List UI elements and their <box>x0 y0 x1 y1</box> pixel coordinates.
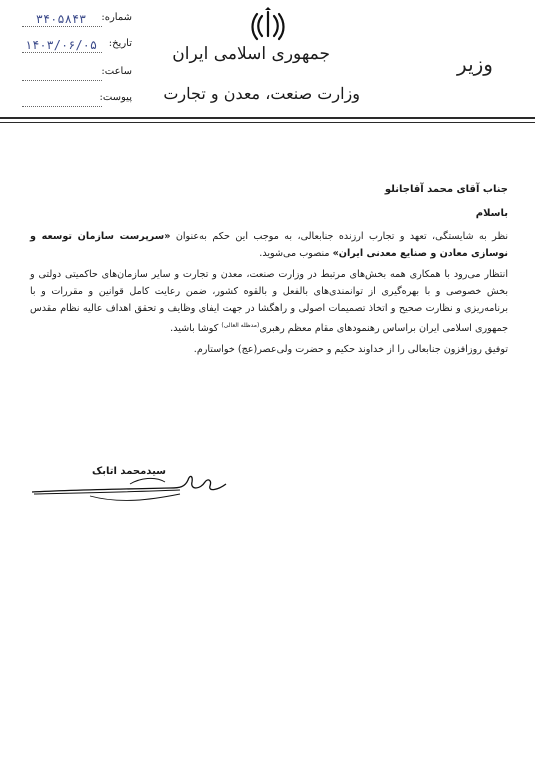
paragraph-appointment <box>30 228 508 262</box>
letter-number-field <box>22 12 132 30</box>
letter-time-label: ساعت: <box>101 66 132 77</box>
appointment-title: «سرپرست سازمان توسعه و نوسازی معادن و صنایع معدنی ایران» <box>30 231 508 259</box>
letter-number-label: شماره: <box>101 12 132 23</box>
letter-body <box>30 181 508 358</box>
expectations-text-end: کوشا باشید. <box>170 323 222 335</box>
header-divider-thin <box>0 122 535 123</box>
country-title: جمهوری اسلامی ایران <box>172 44 330 64</box>
letter-time-field <box>22 66 132 84</box>
letter-date-value: ۱۴۰۳/۰۶/۰۵ <box>24 38 98 52</box>
signatory-name: سیدمحمد اتابک <box>92 466 166 477</box>
office-title: وزیر <box>457 52 493 76</box>
handwritten-signature <box>30 470 230 510</box>
letter-number-value: ۳۴۰۵۸۴۳ <box>35 12 87 26</box>
paragraph-expectations <box>30 266 508 337</box>
iran-emblem-icon <box>248 6 288 46</box>
letter-attachment-field <box>22 92 132 110</box>
letter-date-field <box>22 38 132 56</box>
greeting: باسلام <box>475 208 508 219</box>
letter-attachment-label: پیوست: <box>99 92 132 103</box>
addressee: جناب آقای محمد آقاجانلو <box>384 184 508 195</box>
letterhead <box>0 0 535 118</box>
letter-date-label: تاریخ: <box>108 38 132 49</box>
appointment-text-end: منصوب می‌شوید. <box>259 248 333 259</box>
appointment-text-start: نظر به شایستگی، تعهد و تجارب ارزنده جنابعالی، به موجب این حکم به‌عنوان <box>170 231 509 242</box>
expectations-text: انتظار می‌رود با همکاری همه بخش‌های مرتبط در وزارت صنعت، معدن و تجارت و سایر سازمان‌های حاکمیتی دولتی و بخش خصوصی و با بهره‌گیری از توانمندی‌های بالفعل و بالقوه کشور، ضمن رعایت کامل قوانین و مقررات و با برنامه‌ریزی و نظارت صحیح و اتخاذ تصمیمات اصولی و راهگشا در جهت ایفای وظایف و تحقق اهداف عالیه نظام مقدس جمهوری اسلامی ایران براساس رهنمودهای مقام معظم رهبری <box>30 269 508 335</box>
header-divider <box>0 117 535 119</box>
paragraph-closing: توفیق روزافزون جنابعالی را از خداوند حکیم و حضرت ولی‌عصر(عج) خواستارم. <box>193 344 508 356</box>
ministry-title: وزارت صنعت، معدن و تجارت <box>163 84 360 103</box>
honorific-superscript: (مدظله العالی) <box>221 322 260 329</box>
